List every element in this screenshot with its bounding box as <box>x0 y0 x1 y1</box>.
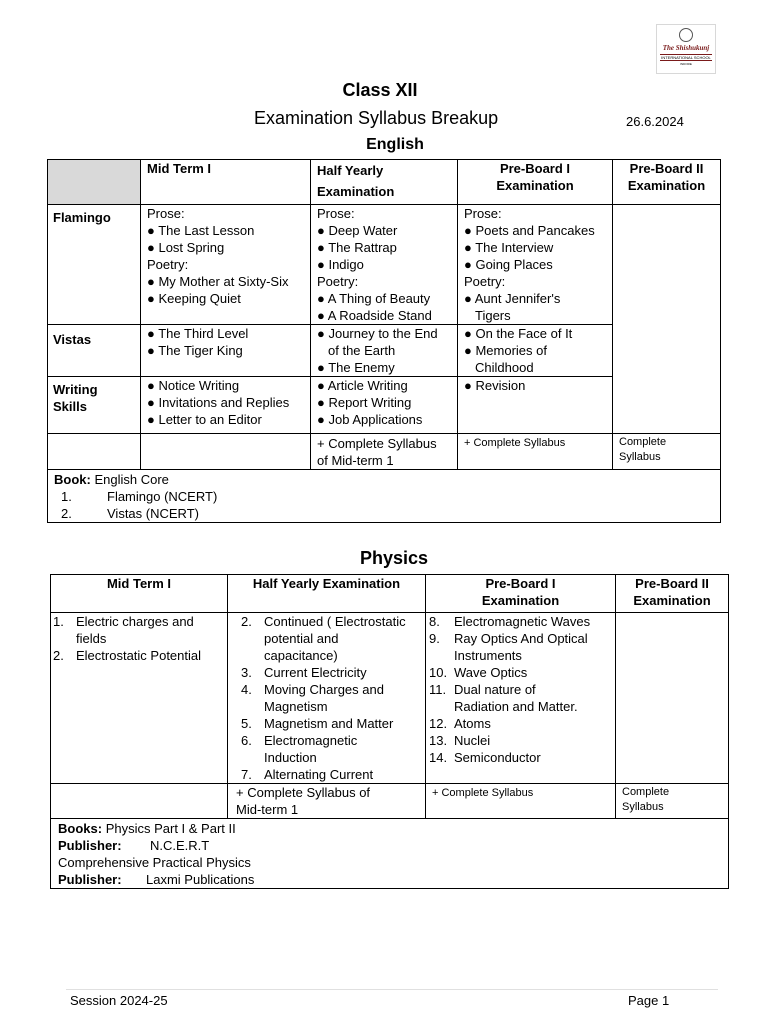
list-item: ● Report Writing <box>317 395 412 410</box>
logo-city: INDORE <box>680 62 692 66</box>
list-text <box>76 613 194 647</box>
list-item: ● Memories of <box>464 343 547 358</box>
list-number: 9. <box>429 631 440 646</box>
eng-col-half-yearly <box>311 160 458 205</box>
list-item: Childhood <box>475 360 534 375</box>
vistas-mid-term <box>141 325 311 377</box>
list-item: ● Poets and Pancakes <box>464 223 595 238</box>
list-text-line: Ray Optics And Optical <box>454 631 588 646</box>
list-text-line: Moving Charges and <box>264 682 384 697</box>
list-text-line: Radiation and Matter. <box>454 699 578 714</box>
summary-empty-mid <box>141 434 311 470</box>
class-heading: Class XII <box>342 80 418 100</box>
phy-summary-preboard-1 <box>426 784 616 819</box>
list-item: ● The Enemy <box>317 360 395 375</box>
row-label-vistas <box>48 325 141 377</box>
list-item: ● Aunt Jennifer's <box>464 291 561 306</box>
eng-col-mid-term <box>141 160 311 205</box>
publisher-label-2: Publisher: <box>58 872 122 887</box>
summary-line: + Complete Syllabus <box>432 787 534 799</box>
books-value: Physics Part I & Part II <box>105 821 236 836</box>
summary-line: + Complete Syllabus of <box>236 785 371 800</box>
list-text <box>264 732 357 766</box>
summary-line: Complete <box>622 786 670 798</box>
list-text-line: Magnetism <box>264 699 328 714</box>
list-item: ● A Roadside Stand <box>317 308 432 323</box>
list-item: Tigers <box>475 308 511 323</box>
list-number: 2. <box>61 506 72 521</box>
vistas-half-yearly <box>311 325 458 377</box>
list-number: 6. <box>241 733 252 748</box>
english-syllabus-table <box>47 159 721 523</box>
row-label-flamingo <box>48 205 141 325</box>
eng-col-preboard-2-line2: Examination <box>627 178 706 193</box>
footer-page-number: Page 1 <box>628 993 670 1008</box>
writing-preboard-1 <box>458 377 613 434</box>
eng-col-preboard-1-line1: Pre-Board I <box>499 161 571 176</box>
list-item: ● Deep Water <box>317 223 398 238</box>
eng-col-preboard-1-line2: Examination <box>496 178 574 193</box>
flamingo-half-yearly <box>311 205 458 325</box>
list-text-line: capacitance) <box>264 648 338 663</box>
list-text-line: Electric charges and <box>76 614 194 629</box>
list-number: 7. <box>241 767 252 782</box>
footer-divider <box>66 989 718 990</box>
list-number: 8. <box>429 614 440 629</box>
eng-col-preboard-2-line1: Pre-Board II <box>629 161 704 176</box>
document-date: 26.6.2024 <box>626 114 684 129</box>
books-label: Books: <box>58 821 103 836</box>
list-item: ● Lost Spring <box>147 240 225 255</box>
physics-book-line <box>58 820 728 837</box>
writing-half-yearly <box>311 377 458 434</box>
phy-summary-empty <box>51 784 228 819</box>
list-item: ● My Mother at Sixty-Six <box>147 274 289 289</box>
list-text <box>454 681 578 715</box>
list-number: 5. <box>241 716 252 731</box>
physics-summary-row <box>51 784 729 819</box>
school-emblem-icon <box>679 28 693 42</box>
list-item: Poetry: <box>464 274 506 289</box>
list-text <box>264 613 406 664</box>
list-item: Prose: <box>464 206 502 221</box>
phy-col-preboard-1-line1: Pre-Board I <box>485 576 556 591</box>
list-item: ● Invitations and Replies <box>147 395 290 410</box>
book-label: Book: <box>54 472 91 487</box>
phy-col-half-yearly <box>228 575 426 613</box>
summary-line: Complete <box>619 436 667 448</box>
list-number: 10. <box>429 665 448 680</box>
list-item: ● Article Writing <box>317 378 408 393</box>
list-item: ● The Rattrap <box>317 240 397 255</box>
list-item: ● Revision <box>464 378 526 393</box>
list-item: ● A Thing of Beauty <box>317 291 431 306</box>
phy-col-preboard-2-line2: Examination <box>633 593 711 608</box>
logo-name: The Shishukunj <box>662 44 710 52</box>
list-number: 2. <box>241 614 252 629</box>
list-text: Electromagnetic Waves <box>454 614 591 629</box>
list-item: ● The Interview <box>464 240 554 255</box>
list-item: ● Indigo <box>317 257 364 272</box>
footer-session: Session 2024-25 <box>70 993 168 1008</box>
summary-line: Syllabus <box>619 451 661 463</box>
list-text: Atoms <box>454 716 491 731</box>
summary-line: Syllabus <box>622 801 664 813</box>
list-number: 12. <box>429 716 448 731</box>
english-book-line <box>54 471 720 488</box>
list-item <box>241 732 425 766</box>
publisher-value-2: Laxmi Publications <box>146 872 255 887</box>
summary-line: Mid-term 1 <box>236 802 299 817</box>
list-item: ● Keeping Quiet <box>147 291 241 306</box>
document-title: Examination Syllabus Breakup <box>254 108 499 128</box>
english-header-row <box>48 160 721 205</box>
row-label-writing-line1: Writing <box>53 382 98 397</box>
list-item: ● The Third Level <box>147 326 249 341</box>
publisher-line <box>58 837 728 854</box>
list-item: ● Journey to the End <box>317 326 438 341</box>
list-text: Nuclei <box>454 733 491 748</box>
list-text: Current Electricity <box>264 665 367 680</box>
list-item: Poetry: <box>147 257 189 272</box>
eng-col-mid-term-label: Mid Term I <box>147 161 212 176</box>
list-item: ● On the Face of It <box>464 326 573 341</box>
publisher-line-2 <box>58 871 728 888</box>
list-item: of the Earth <box>328 343 396 358</box>
list-item <box>429 715 615 732</box>
english-books-row <box>48 470 721 523</box>
physics-header-row <box>51 575 729 613</box>
phy-preboard-1-topics <box>426 613 616 784</box>
list-text-line: Electromagnetic <box>264 733 358 748</box>
list-number: 1. <box>53 614 64 629</box>
phy-col-mid-term-label: Mid Term I <box>106 576 172 591</box>
english-row-flamingo <box>48 205 721 325</box>
flamingo-mid-term <box>141 205 311 325</box>
list-item <box>429 613 615 630</box>
phy-col-mid-term <box>51 575 228 613</box>
list-text: Vistas (NCERT) <box>107 506 199 521</box>
phy-summary-half-yearly <box>228 784 426 819</box>
school-logo <box>656 24 716 74</box>
list-item: Poetry: <box>317 274 359 289</box>
publisher-value: N.C.E.R.T <box>150 838 210 853</box>
list-text-line: Induction <box>264 750 317 765</box>
english-corner-cell <box>48 160 141 205</box>
phy-col-preboard-1-line2: Examination <box>481 593 560 608</box>
vistas-preboard-1 <box>458 325 613 377</box>
list-item <box>241 664 425 681</box>
phy-mid-term-topics <box>51 613 228 784</box>
row-label-writing-skills <box>48 377 141 434</box>
list-item: Prose: <box>317 206 355 221</box>
list-text-line: fields <box>76 631 107 646</box>
english-heading: English <box>366 136 424 153</box>
list-text: Wave Optics <box>454 665 528 680</box>
list-item <box>241 715 425 732</box>
list-item <box>429 732 615 749</box>
eng-summary-preboard-2 <box>613 434 721 470</box>
list-item <box>53 647 227 664</box>
list-number: 14. <box>429 750 448 765</box>
writing-mid-term <box>141 377 311 434</box>
logo-subtitle: INTERNATIONAL SCHOOL <box>661 55 711 60</box>
list-number: 11. <box>429 682 447 697</box>
list-item <box>241 613 425 664</box>
list-item: ● The Tiger King <box>147 343 243 358</box>
list-item <box>429 630 615 664</box>
list-item <box>241 681 425 715</box>
physics-heading: Physics <box>359 548 429 568</box>
preboard-2-empty-cell <box>613 205 721 434</box>
list-number: 2. <box>53 648 64 663</box>
list-item: ● Letter to an Editor <box>147 412 262 427</box>
list-text <box>264 681 384 715</box>
phy-col-preboard-2-line1: Pre-Board II <box>635 576 709 591</box>
list-item <box>429 749 615 766</box>
list-item <box>429 664 615 681</box>
list-text: Magnetism and Matter <box>264 716 394 731</box>
list-text-line: Instruments <box>454 648 522 663</box>
row-label-vistas-text: Vistas <box>53 332 92 347</box>
physics-topics-row <box>51 613 729 784</box>
list-text: Semiconductor <box>454 750 541 765</box>
phy-col-preboard-2 <box>616 575 729 613</box>
english-summary-row <box>48 434 721 470</box>
eng-summary-half-yearly <box>311 434 458 470</box>
phy-col-half-yearly-label: Half Yearly Examination <box>252 576 401 591</box>
phy-preboard-2-empty <box>616 613 729 784</box>
summary-line: of Mid-term 1 <box>317 453 394 468</box>
list-number: 13. <box>429 733 448 748</box>
eng-col-half-yearly-line2: Examination <box>317 184 395 199</box>
eng-col-half-yearly-line1: Half Yearly <box>317 163 384 178</box>
list-text-line: potential and <box>264 631 339 646</box>
eng-summary-preboard-1 <box>458 434 613 470</box>
summary-empty-label <box>48 434 141 470</box>
list-item <box>429 681 615 715</box>
phy-half-yearly-topics <box>228 613 426 784</box>
list-item <box>241 766 425 783</box>
list-text <box>454 630 588 664</box>
eng-col-preboard-2 <box>613 160 721 205</box>
list-text-line: Continued ( Electrostatic <box>264 614 406 629</box>
english-books-cell <box>48 470 721 523</box>
list-number: 4. <box>241 682 252 697</box>
list-item <box>54 488 720 505</box>
phy-col-preboard-1 <box>426 575 616 613</box>
list-item: Prose: <box>147 206 185 221</box>
list-number: 1. <box>61 489 72 504</box>
summary-line: + Complete Syllabus <box>464 437 566 449</box>
row-label-writing-line2: Skills <box>53 399 87 414</box>
physics-books-cell <box>51 819 729 889</box>
list-item: ● Job Applications <box>317 412 423 427</box>
list-item <box>53 613 227 647</box>
flamingo-preboard-1 <box>458 205 613 325</box>
list-item: ● Going Places <box>464 257 553 272</box>
physics-syllabus-table <box>50 574 729 889</box>
list-item: ● Notice Writing <box>147 378 240 393</box>
eng-col-preboard-1 <box>458 160 613 205</box>
list-number: 3. <box>241 665 252 680</box>
list-item: ● The Last Lesson <box>147 223 255 238</box>
list-item <box>54 505 720 522</box>
list-text-line: Dual nature of <box>454 682 536 697</box>
list-text: Flamingo (NCERT) <box>107 489 218 504</box>
physics-books-row <box>51 819 729 889</box>
row-label-flamingo-text: Flamingo <box>53 210 111 225</box>
list-text: Electrostatic Potential <box>76 648 202 663</box>
list-text: Alternating Current <box>264 767 374 782</box>
book-value: English Core <box>94 472 169 487</box>
practical-book-line: Comprehensive Practical Physics <box>58 855 251 870</box>
phy-summary-preboard-2 <box>616 784 729 819</box>
publisher-label: Publisher: <box>58 838 122 853</box>
summary-line: + Complete Syllabus <box>317 436 437 451</box>
